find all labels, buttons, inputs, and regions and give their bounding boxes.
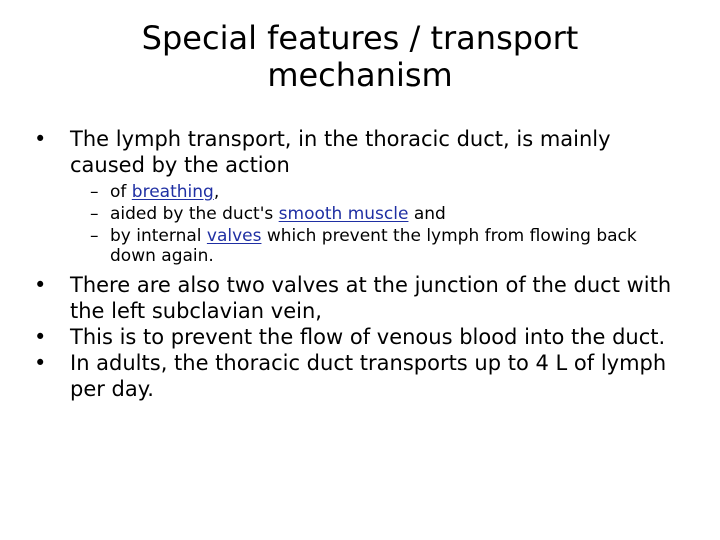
sub-bullet-text: and — [408, 204, 446, 224]
sub-bullet-text: by internal — [110, 226, 207, 246]
sub-bullet-smooth-muscle — [90, 204, 670, 224]
sub-bullet-text: aided by the duct's — [110, 204, 279, 224]
sub-bullet-text: which prevent the lymph from flowing back down again. — [110, 226, 637, 266]
sub-bullet-text: of — [110, 182, 132, 202]
slide-body — [34, 126, 674, 402]
valves-link[interactable]: valves — [206, 226, 262, 246]
bullet-marker: • — [34, 351, 47, 375]
bullet-marker: • — [34, 127, 47, 151]
bullet-text: The lymph transport, in the thoracic duct, is mainly caused by the action — [70, 127, 611, 177]
smooth-muscle-link[interactable]: smooth muscle — [278, 204, 409, 224]
sub-bullet-valves — [90, 226, 670, 266]
bullet-text: There are also two valves at the junction of the duct with the left subclavian vein, — [70, 273, 672, 323]
dash-marker: – — [90, 226, 99, 246]
sub-bullet-list — [90, 182, 674, 266]
bullet-text: In adults, the thoracic duct transports up to 4 L of lymph per day. — [70, 351, 667, 401]
breathing-link[interactable]: breathing — [131, 182, 214, 202]
bullet-marker: • — [34, 273, 47, 297]
sub-bullet-text: , — [213, 182, 220, 202]
bullet-3 — [34, 324, 674, 350]
sub-bullet-breathing — [90, 182, 670, 202]
bullet-marker: • — [34, 325, 47, 349]
bullet-4 — [34, 350, 674, 402]
dash-marker: – — [90, 204, 99, 224]
dash-marker: – — [90, 182, 99, 202]
slide-title: Special features / transport mechanism — [141, 19, 579, 94]
bullet-1 — [34, 126, 674, 178]
bullet-2 — [34, 272, 674, 324]
bullet-text: This is to prevent the flow of venous blood into the duct. — [70, 325, 666, 349]
